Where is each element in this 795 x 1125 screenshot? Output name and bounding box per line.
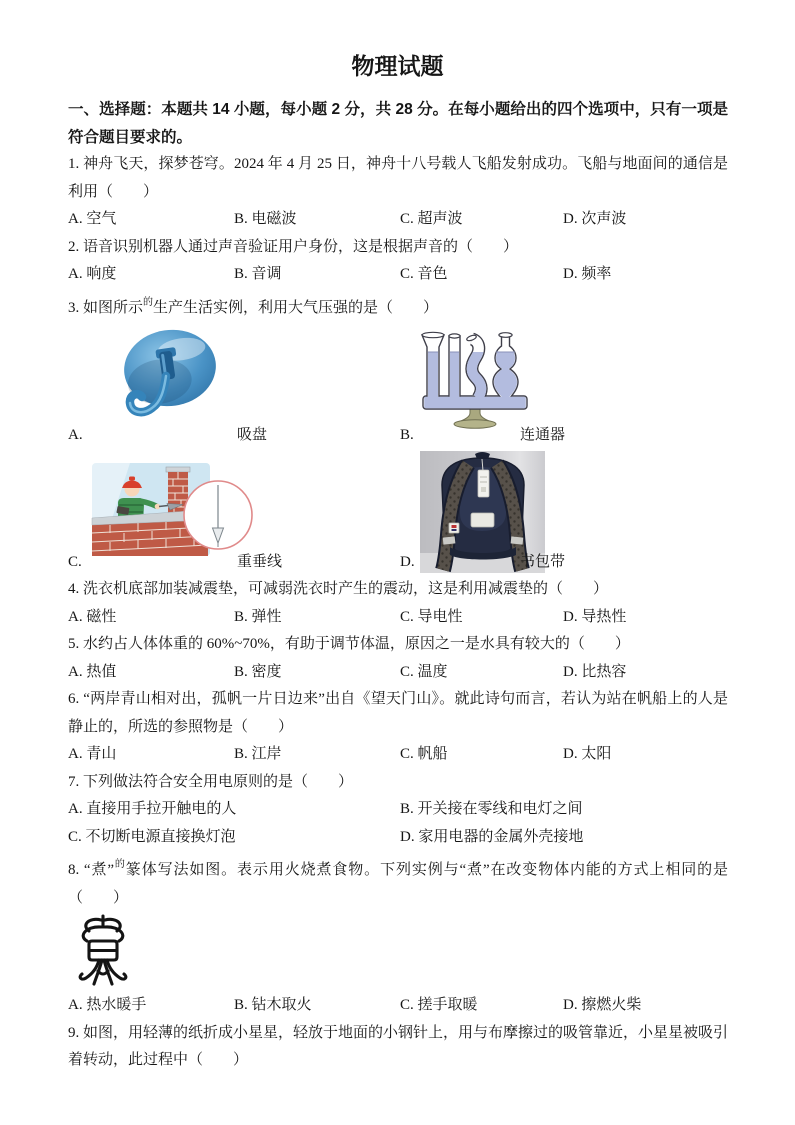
- q3-figure-c-caption: 重垂线: [237, 554, 283, 570]
- q2-option-d: D. 频率: [563, 266, 612, 282]
- q1-option-a: A. 空气: [68, 211, 117, 227]
- q2-option-b: B. 音调: [234, 266, 282, 282]
- q5-option-b: B. 密度: [234, 663, 282, 680]
- q6-option-d: D. 太阳: [563, 746, 612, 762]
- connected-vessels-image: [415, 326, 535, 432]
- q5-option-d: D. 比热容: [563, 663, 627, 680]
- question-6: 6. “两岸青山相对出，孤帆一片日边来”出自《望天门山》。就此诗句而言，若认为站在帆船上的人是静止的，所选的参照物是（ ）: [68, 691, 728, 735]
- q4-option-d: D. 导热性: [563, 608, 627, 625]
- section-heading: 一、选择题：本题共 14 小题，每小题 2 分，共 28 分。在每小题给出的四个选项中，只有一项是符合题目要求的。: [68, 101, 728, 146]
- q1-option-c: C. 超声波: [400, 211, 463, 227]
- q6-option-c: C. 帆船: [400, 746, 448, 762]
- q8-superscript: 的: [114, 859, 126, 870]
- exam-content: [68, 88, 728, 1075]
- q1-option-b: B. 电磁波: [234, 211, 297, 227]
- question-7-options: [68, 796, 728, 851]
- q7-option-d: D. 家用电器的金属外壳接地: [400, 828, 584, 845]
- question-8: 8. “煮”$^的$篆体写法如图。表示用火烧煮食物。下列实例与“煮”在改变物体内能的方式上相同的是（ ）: [68, 859, 729, 906]
- q2-option-a: A. 响度: [68, 266, 117, 282]
- question-2-options: [68, 261, 728, 289]
- q6-option-b: B. 江岸: [234, 746, 282, 762]
- q1-option-d: D. 次声波: [563, 211, 627, 227]
- question-9: 9. 如图，用轻薄的纸折成小星星，轻放于地面的小钢针上，用与布摩擦过的吸管靠近，小星星被吸引着转动，此过程中（ ）: [68, 1024, 729, 1068]
- plumb-line-bricklayer-image: [90, 463, 255, 561]
- q7-option-a: A. 直接用手拉开触电的人: [68, 801, 237, 817]
- question-1-options: [68, 206, 728, 234]
- q4-option-c: C. 导电性: [400, 608, 463, 625]
- question-8-options: [68, 992, 728, 1020]
- question-4-options: [68, 604, 728, 632]
- question-5: 5. 水约占人体体重的 60%~70%，有助于调节体温，原因之一是水具有较大的（ ）: [68, 636, 630, 652]
- suction-cup-image: [98, 328, 240, 426]
- question-3: 3. 如图所示$^的$生产生活实例，利用大气压强的是（ ）: [68, 296, 439, 316]
- q5-option-a: A. 热值: [68, 663, 117, 680]
- q8-option-b: B. 钻木取火: [234, 997, 312, 1013]
- q3-figure-b-caption: 连通器: [520, 427, 566, 443]
- q7-option-b: B. 开关接在零线和电灯之间: [400, 801, 583, 817]
- q2-option-c: C. 音色: [400, 266, 448, 282]
- q3-figure-a-label: A.: [68, 427, 83, 443]
- q5-option-c: C. 温度: [400, 663, 448, 680]
- question-2: 2. 语音识别机器人通过声音验证用户身份，这是根据声音的（ ）: [68, 238, 519, 255]
- q3-superscript: 的: [143, 296, 154, 308]
- question-1: 1. 神舟飞天，探梦苍穹。2024 年 4 月 25 日，神舟十八号载人飞船发射成功。飞船与地面间的通信是利用（ ）: [68, 156, 728, 200]
- question-4: 4. 洗衣机底部加装减震垫，可减弱洗衣时产生的震动，这是利用减震垫的（ ）: [68, 581, 609, 597]
- q4-option-b: B. 弹性: [234, 608, 282, 625]
- q8-option-d: D. 擦燃火柴: [563, 997, 642, 1013]
- q3-figure-a-caption: 吸盘: [237, 427, 268, 443]
- q6-option-a: A. 青山: [68, 746, 117, 762]
- q3-figure-row-2: [68, 449, 728, 576]
- q3-figure-d-caption: 书包带: [520, 554, 566, 570]
- q7-option-c: C. 不切断电源直接换灯泡: [68, 828, 236, 845]
- q3-figure-d-label: D.: [400, 554, 415, 570]
- page-title: 物理试题: [351, 53, 444, 79]
- q8-option-a: A. 热水暖手: [68, 997, 147, 1013]
- q3-figure-row-1: [68, 322, 728, 449]
- question-7: 7. 下列做法符合安全用电原则的是（ ）: [68, 773, 354, 790]
- question-6-options: [68, 741, 728, 769]
- q3-figure-b-label: B.: [400, 427, 414, 443]
- q4-option-a: A. 磁性: [68, 608, 117, 625]
- question-5-options: [68, 659, 728, 687]
- q3-figure-c-label: C.: [68, 554, 82, 570]
- q8-figure: [68, 912, 728, 992]
- q8-option-c: C. 搓手取暖: [400, 997, 478, 1013]
- seal-script-zhu-image: [68, 912, 138, 992]
